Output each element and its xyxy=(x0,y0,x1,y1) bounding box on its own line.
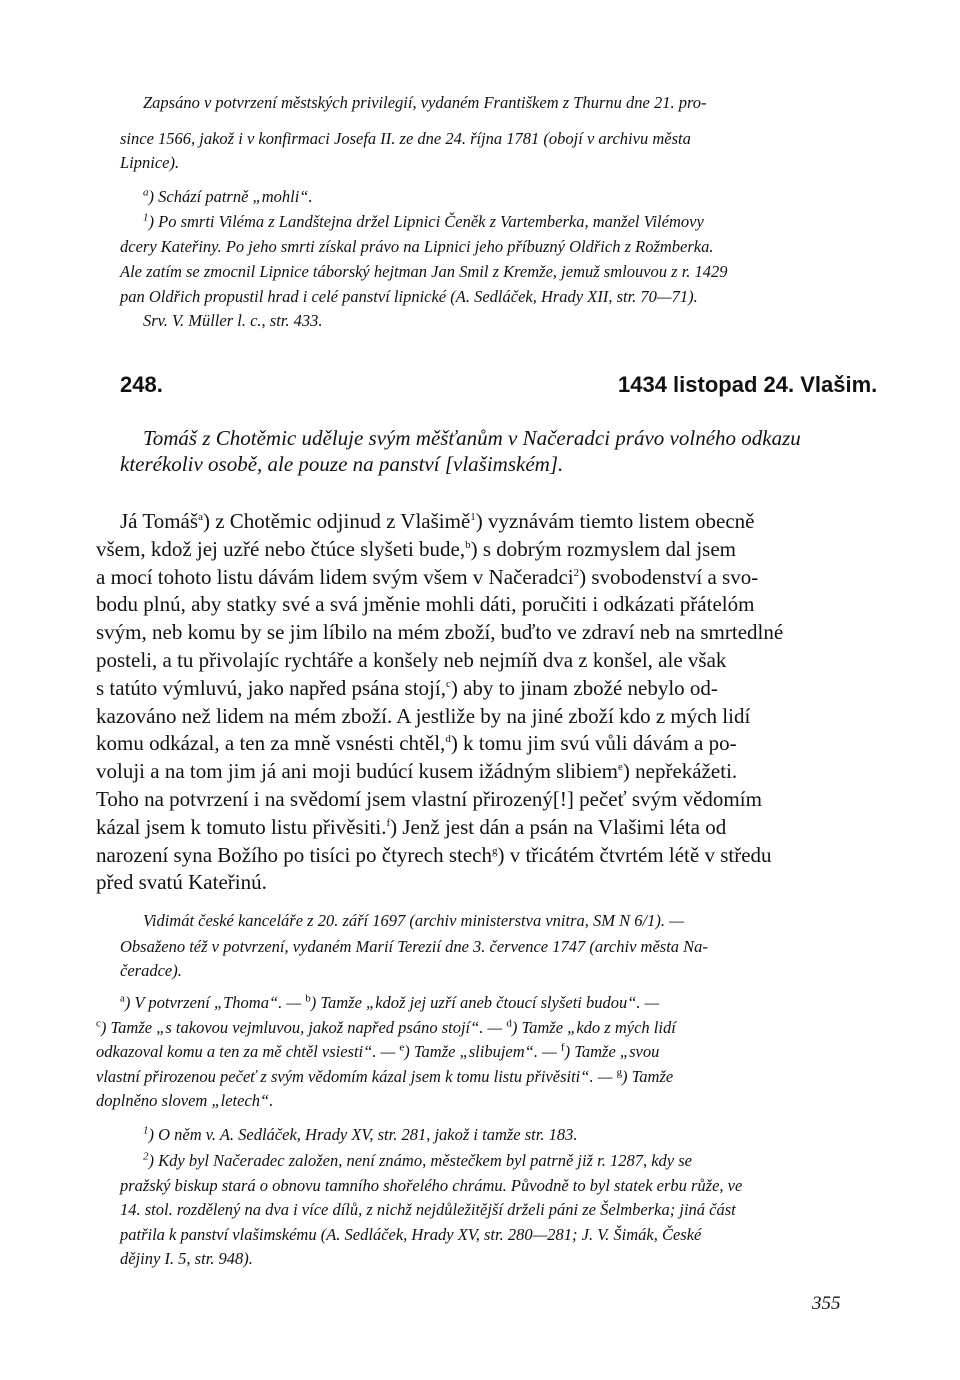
text-line xyxy=(96,867,267,897)
footnote-mark: 2 xyxy=(143,1150,149,1163)
text-line xyxy=(96,728,737,758)
text-run: ) vyznávám tiemto listem obecně xyxy=(475,509,755,533)
entry-number: 248. xyxy=(120,372,163,397)
footnote-1 xyxy=(143,1124,577,1146)
variant-line xyxy=(96,1066,673,1088)
text-run: ) svobodenství a svo- xyxy=(579,565,759,589)
footnote-line: pražský biskup stará o obnovu tamního shořelého chrámu. Původně to byl statek erbu růže, ve xyxy=(120,1176,743,1195)
source-note-line: čeradce). xyxy=(120,961,182,980)
text-run: ) aby to jinam zbožé nebylo od- xyxy=(450,676,718,700)
text-run: ) nepřekážeti. xyxy=(622,759,738,783)
note-marker: 2 xyxy=(573,567,580,579)
note-marker: c xyxy=(445,678,451,690)
footnote-text: ) Schází patrně „mohli“. xyxy=(148,187,313,206)
text-line xyxy=(96,589,754,619)
text-line xyxy=(96,701,750,731)
text-run: ) s dobrým rozmyslem dal jsem xyxy=(470,537,737,561)
note-marker: c xyxy=(96,1017,101,1030)
text-run: ) V potvrzení „Thoma“. — xyxy=(124,993,306,1012)
text-line xyxy=(96,840,772,870)
text-run: ) v třicátém čtvrtém létě v středu xyxy=(497,843,772,867)
text-run: voluji a na tom jim já ani moji budúcí kusem ižádným slibiem xyxy=(96,759,619,783)
text-run: ) Tamže „slibujem“. — xyxy=(404,1042,561,1061)
footnote-mark: 1 xyxy=(143,211,149,224)
text-run: doplněno slovem „letech“. xyxy=(96,1091,274,1110)
text-line xyxy=(96,756,737,786)
text-run: ) Tamže „s takovou vejmluvou, jakož napřed psáno stojí“. — xyxy=(100,1018,507,1037)
footnote-line: 14. stol. rozdělený na dva i více dílů, z nichž nejdůležitější drželi páni ze Šelmberka; jiná část xyxy=(120,1200,736,1219)
footnote-line: patřila k panství vlašimskému (A. Sedláček, Hrady XV, str. 280—281; J. V. Šimák, České xyxy=(120,1225,702,1244)
text-run: před svatú Kateřinú. xyxy=(96,870,267,894)
text-line xyxy=(96,534,736,564)
intro-note-line: since 1566, jakož i v konfirmaci Josefa II. ze dne 24. října 1781 (obojí v archivu města xyxy=(120,129,691,148)
footnote-text: ) Po smrti Viléma z Landštejna držel Lipnici Čeněk z Vartemberka, manžel Vilémovy xyxy=(148,212,704,231)
text-run: ) Jenž jest dán a psán na Vlašimi léta od xyxy=(390,815,727,839)
footnote-2 xyxy=(143,1150,692,1172)
footnote-mark: 1 xyxy=(143,1124,149,1137)
text-line xyxy=(96,562,758,592)
source-note-line: Vidimát české kanceláře z 20. září 1697 (archiv ministerstva vnitra, SM N 6/1). — xyxy=(143,911,684,930)
footnote-a xyxy=(143,186,313,208)
variant-line xyxy=(96,1017,676,1039)
regest-line: Tomáš z Chotěmic uděluje svým měšťanům v Načeradci právo volného odkazu xyxy=(143,426,801,450)
text-run: všem, kdož jej uzřé nebo čtúce slyšeti bude, xyxy=(96,537,466,561)
text-run: komu odkázal, a ten za mně vsnésti chtěl, xyxy=(96,731,446,755)
footnote-line: dcery Kateřiny. Po jeho smrti získal právo na Lipnici jeho příbuzný Oldřich z Rožmberka. xyxy=(120,237,714,256)
intro-note-line: Lipnice). xyxy=(120,153,180,172)
text-run: kázal jsem k tomuto listu přivěsiti. xyxy=(96,815,387,839)
note-marker: b xyxy=(465,539,471,551)
text-run: ) Tamže xyxy=(622,1067,674,1086)
text-run: vlastní přirozenou pečeť z svým vědomím kázal jsem k tomu listu přivěsiti“. — xyxy=(96,1067,617,1086)
footnote-line: Srv. V. Müller l. c., str. 433. xyxy=(143,311,323,330)
footnote-mark: a xyxy=(143,186,149,199)
text-run: ) Tamže „kdož jej uzří aneb čtoucí slyšeti budou“. — xyxy=(310,993,660,1012)
page-number: 355 xyxy=(812,1293,841,1314)
text-run: narození syna Božího po tisíci po čtyrech stech xyxy=(96,843,492,867)
text-run: kazováno než lidem na mém zboží. A jestliže by na jiné zboží kdo z mých lidí xyxy=(96,704,751,728)
text-line xyxy=(96,784,762,814)
note-marker: d xyxy=(445,733,451,745)
text-run: Já Tomáš xyxy=(120,509,199,533)
footnote-line: Ale zatím se zmocnil Lipnice táborský hejtman Jan Smil z Kremže, jemuž smlouvou z r. 1429 xyxy=(120,262,728,281)
footnote-text: ) O něm v. A. Sedláček, Hrady XV, str. 281, jakož i tamže str. 183. xyxy=(148,1125,578,1144)
note-marker: d xyxy=(506,1017,512,1030)
text-run: s tatúto výmluvú, jako napřed psána stojí, xyxy=(96,676,446,700)
text-line xyxy=(96,812,726,842)
text-run: a mocí tohoto listu dávám lidem svým všem v Načeradci xyxy=(96,565,574,589)
text-line xyxy=(96,673,718,703)
text-run: ) z Chotěmic odjinud z Vlašimě xyxy=(202,509,471,533)
note-marker: a xyxy=(120,992,125,1005)
source-note-line: Obsaženo též v potvrzení, vydaném Marií Terezií dne 3. července 1747 (archiv města Na- xyxy=(120,937,708,956)
footnote-line: dějiny I. 5, str. 948). xyxy=(120,1249,253,1268)
note-marker: e xyxy=(618,761,623,773)
note-marker: b xyxy=(305,992,311,1005)
text-run: ) Tamže „svou xyxy=(564,1042,660,1061)
text-run: svým, neb komu by se jim líbilo na mém zboží, buďto ve zdraví neb na smrtedlné xyxy=(96,620,784,644)
text-line xyxy=(96,645,726,675)
footnote-line: pan Oldřich propustil hrad i celé panství lipnické (A. Sedláček, Hrady XII, str. 70—71). xyxy=(120,287,698,306)
text-run: ) Tamže „kdo z mých lidí xyxy=(511,1018,676,1037)
entry-date-place: 1434 listopad 24. Vlašim. xyxy=(618,372,878,397)
text-run: bodu plnú, aby statky své a svá jměnie mohli dáti, poručiti i odkázati přátelóm xyxy=(96,592,755,616)
text-run: ) k tomu jim svú vůli dávám a po- xyxy=(450,731,737,755)
variant-line xyxy=(96,1090,273,1112)
note-marker: e xyxy=(399,1041,405,1054)
footnote-1 xyxy=(143,211,704,233)
variant-line xyxy=(120,992,659,1014)
note-marker: f xyxy=(560,1041,565,1054)
intro-note-line: Zapsáno v potvrzení městských privilegií, vydaném Františkem z Thurnu dne 21. pro- xyxy=(143,93,707,112)
note-marker: 1 xyxy=(470,511,476,523)
note-marker: a xyxy=(198,511,203,523)
text-run: posteli, a tu přivolajíc rychtáře a konšely neb nejmíň dva z konšel, ale však xyxy=(96,648,727,672)
note-marker: g xyxy=(616,1066,622,1079)
regest-line: kterékoliv osobě, ale pouze na panství [vlašimském]. xyxy=(120,452,564,476)
variant-line xyxy=(96,1041,659,1063)
text-line xyxy=(96,617,783,647)
text-line xyxy=(120,506,755,536)
footnote-text: ) Kdy byl Načeradec založen, není známo, městečkem byl patrně již r. 1287, kdy se xyxy=(148,1151,692,1170)
note-marker: f xyxy=(386,817,391,829)
text-run: Toho na potvrzení i na svědomí jsem vlastní přirozený[!] pečeť svým vědomím xyxy=(96,787,762,811)
text-run: odkazoval komu a ten za mě chtěl vsiesti“. — xyxy=(96,1042,400,1061)
note-marker: g xyxy=(491,845,498,857)
